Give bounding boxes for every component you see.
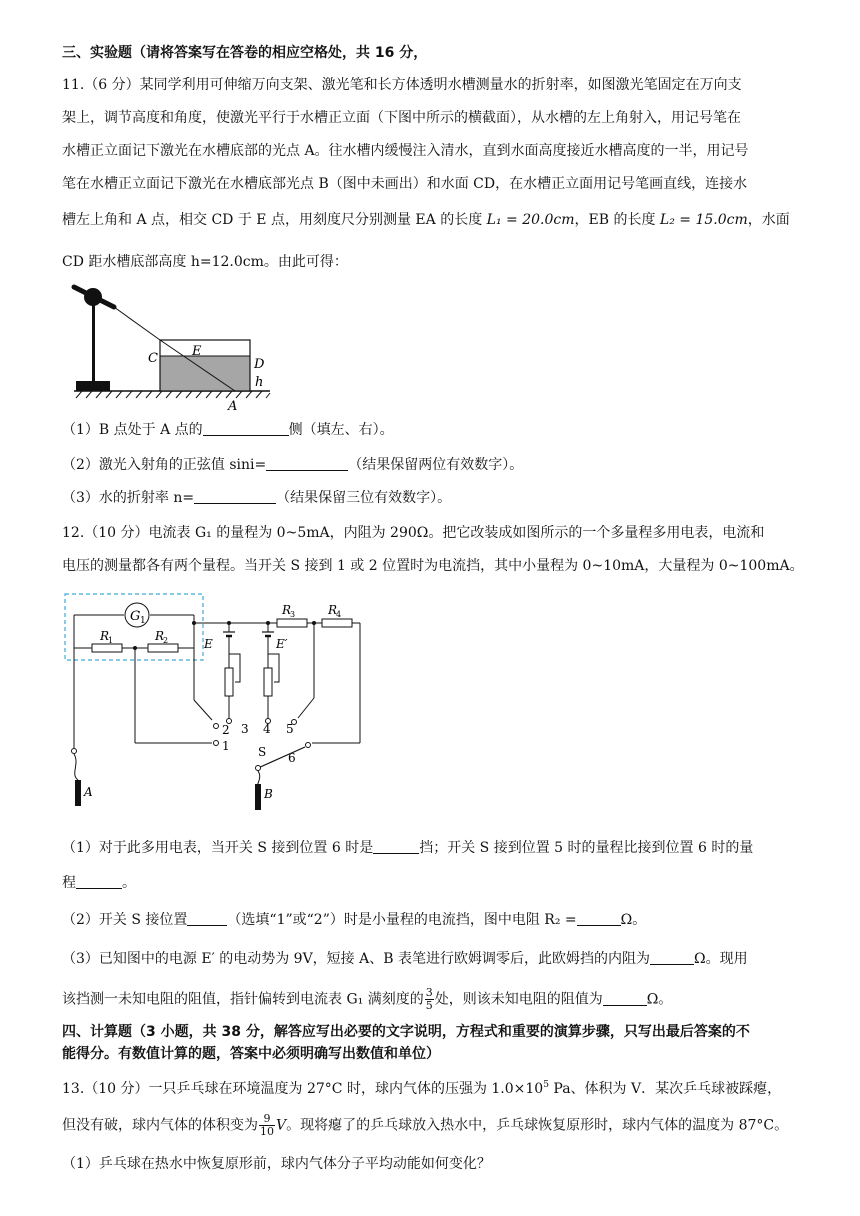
label-pos-3: 3 (241, 722, 249, 736)
answer-blank-internal-resistance[interactable] (650, 964, 694, 965)
answer-blank-sini[interactable] (266, 470, 348, 471)
laser-pivot (84, 288, 102, 306)
l2-value: L₂ = 15.0cm (659, 212, 748, 228)
answer-blank-b-side[interactable] (203, 435, 289, 436)
label-pos-6: 6 (288, 751, 296, 765)
fraction-denominator: 5 (425, 999, 433, 1012)
label-probe-b: B (264, 787, 273, 801)
label-r1-sub: 1 (108, 636, 114, 645)
stand-base (76, 381, 110, 391)
section-3-header: 三、实验题（请将答案写在答卷的相应空格处，共 16 分， (62, 45, 428, 61)
label-r1: R (100, 629, 110, 643)
q13-line-2 (62, 1113, 788, 1138)
q11-sub-3-text-b: （结果保留三位有效数字）。 (276, 490, 452, 506)
q13-line-1 (62, 1075, 781, 1099)
q12-sub-1-cont (62, 873, 136, 893)
label-a: A (228, 399, 238, 414)
label-r2-sub: 2 (163, 636, 169, 645)
resistor-r4 (322, 619, 352, 627)
q11-sub-2 (62, 455, 523, 475)
q12-sub-3-text-a: （3）已知图中的电源 E′ 的电动势为 9V，短接 A、B 表笔进行欧姆调零后，此欧姆挡的内阻为 (62, 951, 650, 967)
multimeter-circuit (62, 590, 372, 815)
resistor-r2 (148, 644, 178, 652)
label-r3: R (282, 603, 292, 617)
label-e: E (204, 637, 213, 651)
fraction-denominator: 10 (260, 1125, 274, 1138)
label-pos-1: 1 (222, 739, 230, 753)
q12-line-1: 12.（10 分）电流表 G₁ 的量程为 0~5mA，内阻为 290Ω。把它改装成如图所示的一个多量程多用电表，电流和 (62, 525, 765, 541)
q11-sub-3-text-a: （3）水的折射率 n= (62, 490, 195, 506)
q12-sub-3-text-d: 处，则该未知电阻的阻值为 (434, 991, 603, 1008)
q12-sub-1 (62, 838, 753, 858)
label-pos-2: 2 (222, 723, 230, 737)
q12-line-2: 电压的测量都各有两个量程。当开关 S 接到 1 或 2 位置时为电流挡，其中小量程为 0~10mA，大量程为 0~100mA。 (62, 558, 804, 574)
q12-sub-3-cont (62, 987, 672, 1012)
label-d: D (254, 357, 265, 372)
answer-blank-position[interactable] (187, 925, 227, 926)
label-pos-5: 5 (286, 722, 294, 736)
fraction-numerator: 9 (259, 1113, 275, 1126)
fraction-three-fifths (425, 987, 434, 1012)
q13-line-2-text-b: V。现将瘪了的乒乓球放入热水中，乒乓球恢复原形时，球内气体的温度为 87°C。 (276, 1117, 789, 1134)
q11-line-1: 11.（6 分）某同学利用可伸缩万向支架、激光笔和长方体透明水槽测量水的折射率，如图激光笔固定在万向支 (62, 77, 742, 93)
label-pos-4: 4 (263, 722, 271, 736)
label-e-prime: E′ (276, 637, 288, 651)
answer-blank-range-compare[interactable] (76, 888, 122, 889)
label-h: h (255, 375, 264, 390)
l1-value: L₁ = 20.0cm (486, 212, 575, 228)
q12-sub-3-text-e: Ω。 (646, 991, 673, 1008)
label-g1-sub: 1 (140, 616, 146, 626)
water (160, 356, 250, 391)
q12-sub-1-text-d: 。 (122, 875, 136, 891)
q12-sub-2 (62, 910, 646, 930)
q11-line-5-text-b: ，EB 的长度 (574, 212, 660, 228)
q11-sub-2-text-b: （结果保留两位有效数字）。 (348, 457, 524, 473)
label-r3-sub: 3 (290, 610, 296, 619)
q11-line-5 (62, 210, 790, 230)
section-4-header-1: 四、计算题（3 小题，共 38 分，解答应写出必要的文字说明，方程式和重要的演算步骤，只写出最后答案的不 (62, 1024, 750, 1040)
stand-pole (92, 305, 95, 381)
rheostat-e-prime (264, 668, 272, 696)
resistor-r3 (277, 619, 307, 627)
q13-line-2-text-a: 但没有破，球内气体的体积变为 (62, 1117, 258, 1134)
q12-sub-2-text-b: （选填“1”或“2”）时是小量程的电流挡，图中电阻 R₂ = (227, 912, 577, 928)
resistor-r1 (92, 644, 122, 652)
q13-line-1-text-b: Pa、体积为 V．某次乒乓球被踩瘪， (548, 1081, 782, 1097)
variable-v: V (276, 1117, 287, 1134)
label-r2: R (155, 629, 165, 643)
label-c: C (148, 351, 158, 366)
rheostat-e (225, 668, 233, 696)
answer-blank-position-6[interactable] (373, 853, 419, 854)
q11-sub-1-text-a: （1）B 点处于 A 点的 (62, 422, 203, 438)
q12-sub-1-text-b: 挡；开关 S 接到位置 5 时的量程比接到位置 6 时的量 (419, 840, 754, 856)
q11-line-5-text-c: ，水面 (747, 212, 790, 228)
q13-sub-1: （1）乒乓球在热水中恢复原形前，球内气体分子平均动能如何变化？ (62, 1156, 491, 1172)
label-switch-s: S (258, 745, 267, 759)
probe-b[interactable] (255, 784, 261, 810)
section-4-header-2: 能得分。有数值计算的题，答案中必须明确写出数值和单位） (62, 1046, 440, 1062)
probe-a[interactable] (75, 780, 81, 806)
answer-blank-unknown-resistance[interactable] (603, 1005, 647, 1006)
q12-sub-3-text-c: 该挡测一未知电阻的阻值，指针偏转到电流表 G₁ 满刻度的 (62, 991, 424, 1008)
q11-line-2: 架上，调节高度和角度，使激光平行于水槽正立面（下图中所示的横截面），从水槽的左上角射入，用记号笔在 (62, 110, 741, 126)
q11-sub-1-text-b: 侧（填左、右）。 (288, 422, 394, 438)
q12-sub-3 (62, 949, 748, 969)
q12-sub-3-text-b: Ω。现用 (693, 951, 748, 967)
laser-beam-air (114, 307, 160, 340)
q13-line-1-text-a: 13.（10 分）一只乒乓球在环境温度为 27°C 时，球内气体的压强为 1.0×10 (62, 1081, 544, 1097)
q12-sub-2-text-c: Ω。 (620, 912, 647, 928)
q11-line-6: CD 距水槽底部高度 h=12.0cm。由此可得： (62, 254, 348, 270)
q11-sub-2-text-a: （2）激光入射角的正弦值 sini= (62, 457, 267, 473)
label-r4: R (328, 603, 338, 617)
q12-sub-1-text-c: 程 (62, 875, 76, 891)
q11-line-4: 笔在水槽正立面记下激光在水槽底部光点 B（图中未画出）和水面 CD，在水槽正立面用记号笔画直线，连接水 (62, 176, 748, 192)
answer-blank-r2[interactable] (577, 925, 621, 926)
label-probe-a: A (84, 785, 93, 799)
q12-sub-2-text-a: （2）开关 S 接位置 (62, 912, 188, 928)
fraction-nine-tenths (259, 1113, 275, 1138)
fraction-numerator: 3 (425, 986, 433, 999)
label-g1: G (130, 609, 141, 624)
laser-tank-figure (62, 280, 282, 415)
q13-exponent: 5 (543, 1080, 549, 1090)
q11-sub-3 (62, 488, 451, 508)
label-r4-sub: 4 (336, 610, 342, 619)
q11-line-5-text-a: 槽左上角和 A 点，相交 CD 于 E 点，用刻度尺分别测量 EA 的长度 (62, 212, 487, 228)
q11-sub-1 (62, 420, 394, 440)
label-e: E (192, 344, 202, 359)
answer-blank-n[interactable] (194, 503, 276, 504)
q12-sub-1-text-a: （1）对于此多用电表，当开关 S 接到位置 6 时是 (62, 840, 374, 856)
q11-line-3: 水槽正立面记下激光在水槽底部的光点 A。往水槽内缓慢注入清水，直到水面高度接近水槽高度的一半，用记号 (62, 143, 749, 159)
